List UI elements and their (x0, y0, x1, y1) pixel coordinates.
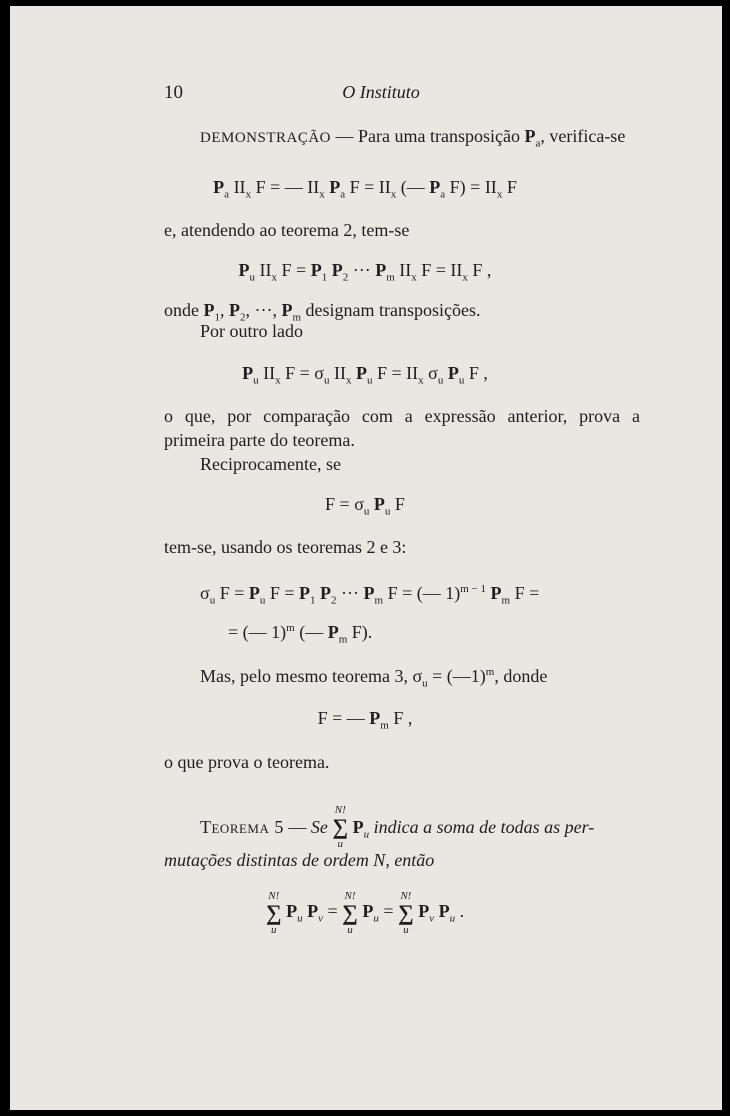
mas-text: Mas, pelo mesmo teorema 3, (200, 666, 408, 686)
sum-symbol-3: N! ∑ u (342, 890, 358, 936)
equation-7: N! ∑ u $P_u$ $P_v$ = N! ∑ u $P_u$ = N! ∑ u $P_v$ $P_u$ . (265, 890, 465, 936)
que-line-2: primeira parte do teorema. (164, 430, 355, 450)
theorem-dash: — (283, 817, 311, 838)
sum-symbol-2: N! ∑ u (265, 890, 282, 936)
demonstration-label: DEMONSTRAÇÃO (200, 130, 332, 146)
page-number: 10 (164, 82, 183, 103)
prova-text: o que prova o teorema. (164, 752, 330, 772)
por-outro-text: Por outro lado (200, 321, 303, 341)
onde-start: onde (164, 300, 199, 320)
mas-line: Mas, pelo mesmo teorema 3, $\sigma_u$ = (—1)$^m$, donde (200, 666, 548, 690)
usando-text: tem-se, usando os teoremas 2 e 3: (164, 537, 407, 557)
equation-5b: = (— 1)$^m$ (— $P_m$ F). (228, 622, 373, 646)
demonstration-dash: — (331, 126, 359, 146)
theorem-line-2: mutações distintas de ordem N, então (164, 850, 435, 870)
theorem-label: Teorema 5 (200, 817, 284, 838)
journal-title: O Instituto (342, 82, 420, 102)
sum-symbol-1: N! ∑ u (332, 804, 349, 850)
que-line-1: o que, por comparação com a expressão anterior, prova a (164, 406, 640, 426)
equation-2: $P_u$ $II_x$ $F = P_1$ $P_2$ ··· $P_m$ $II_x$ $F = II_x$ F , (238, 260, 492, 284)
demonstration-line: DEMONSTRAÇÃO — Para uma transposição $P_a$, verifica-se (200, 126, 626, 150)
onde-line: onde $P_1$, $P_2$, ···, $P_m$ designam transposições. (164, 300, 481, 324)
equation-5a: $\sigma_u$ $F = P_u$ $F = P_1$ $P_2$ ··· $P_m$ F = (— 1)$^{m - 1}$ $P_m$ F = (200, 583, 540, 607)
equation-3: $P_u$ $II_x$ $F = \sigma_u$ $II_x$ $P_u$ $F = II_x$ $\sigma_u$ $P_u$ F , (242, 363, 488, 387)
onde-end: designam transposições. (305, 300, 481, 320)
theorem-indica: indica a soma de todas as per- (373, 817, 595, 838)
equation-4: $F = \sigma_u$ $P_u$ F (325, 494, 405, 518)
donde-text: , donde (494, 666, 548, 686)
sum-symbol-4: N! ∑ u (398, 890, 414, 936)
theorem-line-1: Teorema 5 — Se N! ∑ u $P_u$ indica a soma de todas as per- (200, 804, 595, 850)
equation-6: F = — $P_m$ F , (317, 708, 413, 732)
atendendo-text: e, atendendo ao teorema 2, tem-se (164, 220, 410, 240)
reciproca-text: Reciprocamente, se (200, 454, 341, 474)
theorem-se: Se (310, 817, 328, 838)
equation-1: $P_a$ $II_x$ F = — $II_x$ $P_a$ $F = II_x$ (— $P_a$ $F) = II_x$ F (213, 177, 517, 201)
verifica-text: , verifica-se (540, 126, 626, 146)
demonstration-text: Para uma transposição (358, 126, 520, 146)
